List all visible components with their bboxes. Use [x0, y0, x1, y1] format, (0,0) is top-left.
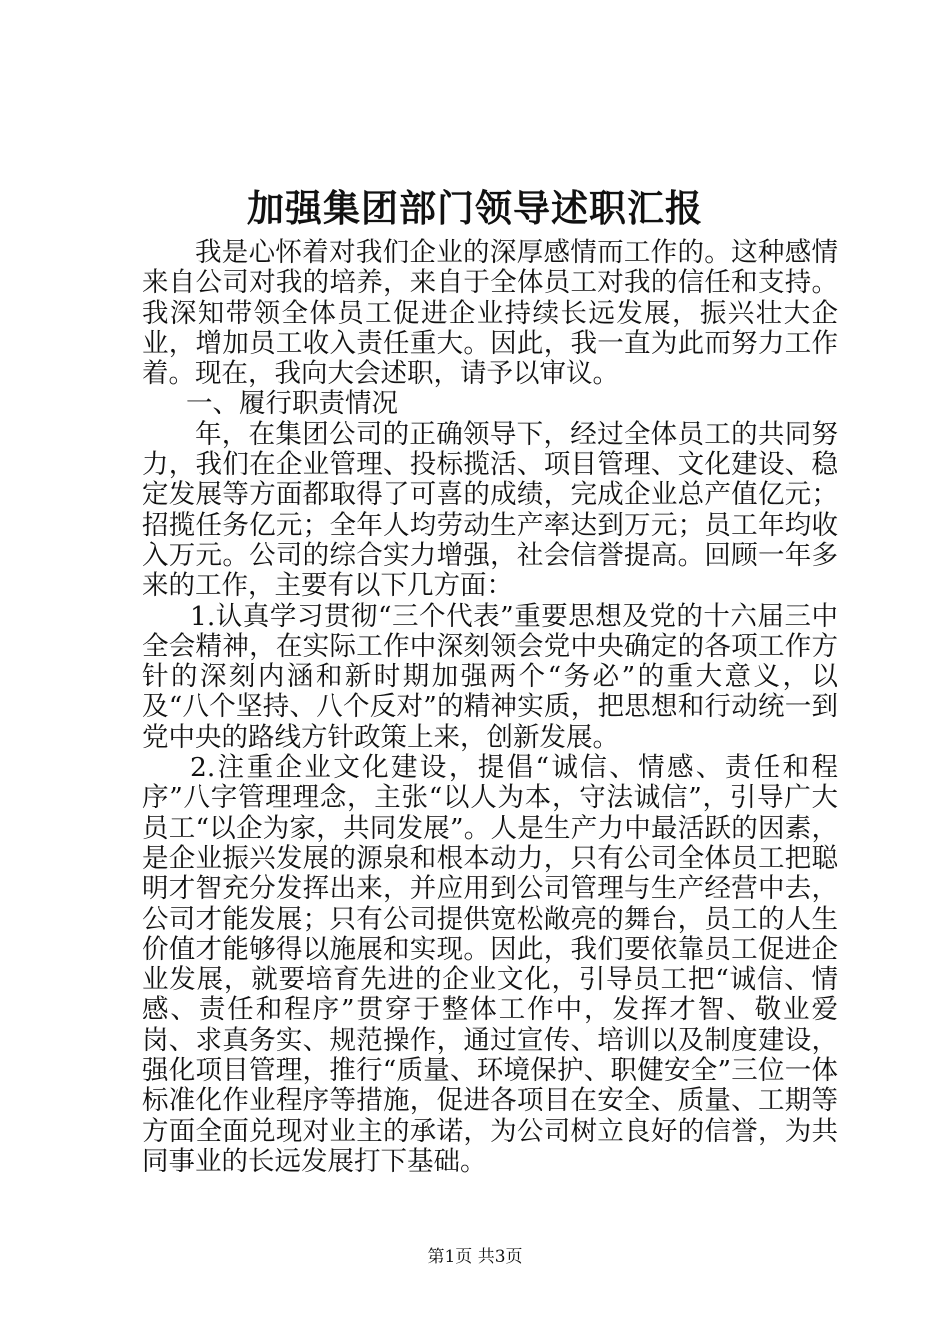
section-heading: 一、履行职责情况: [186, 388, 398, 420]
document-body: [142, 238, 838, 1177]
intro-paragraph: 我是心怀着对我们企业的深厚感情而工作的。这种感情来自公司对我的培养，来自于全体员工对我的信任和支持。我深知带领全体员工促进企业持续长远发展，振兴壮大企业，增加员工收入责任重大。因此，我一直为此而努力工作着。现在，我向大会述职，请予以审议。: [142, 237, 838, 390]
document-title: 加强集团部门领导述职汇报: [247, 186, 703, 230]
numbered-paragraph-1: 1.认真学习贯彻“三个代表”重要思想及党的十六届三中全会精神，在实际工作中深刻领会党中央确定的各项工作方针的深刻内涵和新时期加强两个“务必”的重大意义，以及“八个坚持、八个反对”的精神实质，把思想和行动统一到党中央的路线方针政策上来，创新发展。: [142, 600, 838, 753]
summary-paragraph: 年，在集团公司的正确领导下，经过全体员工的共同努力，我们在企业管理、投标揽活、项目管理、文化建设、稳定发展等方面都取得了可喜的成绩，完成企业总产值亿元；招揽任务亿元；全年人均劳动生产率达到万元；员工年均收入万元。公司的综合实力增强，社会信誉提高。回顾一年多来的工作，主要有以下几方面：: [142, 418, 838, 602]
numbered-paragraph-2: 2.注重企业文化建设，提倡“诚信、情感、责任和程序”八字管理理念，主张“以人为本，守法诚信”，引导广大员工“以企为家，共同发展”。人是生产力中最活跃的因素，是企业振兴发展的源泉和根本动力，只有公司全体员工把聪明才智充分发挥出来，并应用到公司管理与生产经营中去，公司才能发展；只有公司提供宽松敞亮的舞台，员工的人生价值才能够得以施展和实现。因此，我们要依靠员工促进企业发展，就要培育先进的企业文化，引导员工把“诚信、情感、责任和程序”贯穿于整体工作中，发挥才智、敬业爱岗、求真务实、规范操作，通过宣传、培训以及制度建设，强化项目管理，推行“质量、环境保护、职健安全”三位一体标准化作业程序等措施，促进各项目在安全、质量、工期等方面全面兑现对业主的承诺，为公司树立良好的信誉，为共同事业的长远发展打下基础。: [142, 752, 838, 1177]
page-number-footer: 第1页 共3页: [427, 1247, 523, 1267]
